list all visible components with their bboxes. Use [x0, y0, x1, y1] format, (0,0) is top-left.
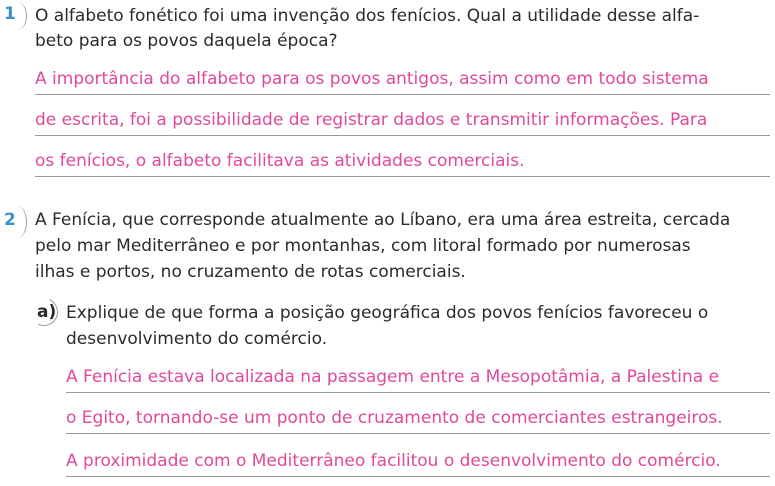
answer-2a-line-3: A proximidade com o Mediterrâneo facilitou o desenvolvimento do comércio.	[66, 451, 721, 471]
question-1-text-line-1: O alfabeto fonético foi uma invenção dos fenícios. Qual a utilidade desse alfa-	[35, 6, 700, 26]
subquestion-a-label: a)	[37, 302, 57, 322]
answer-line-rule	[35, 176, 770, 177]
answer-1-line-1: A importância do alfabeto para os povos antigos, assim como em todo sistema	[35, 69, 709, 89]
question-2-text-line-1: A Fenícia, que corresponde atualmente ao Líbano, era uma área estreita, cercada	[35, 210, 731, 230]
answer-line-rule	[66, 476, 770, 477]
answer-line-rule	[35, 94, 770, 95]
answer-1-line-2: de escrita, foi a possibilidade de registrar dados e transmitir informações. Para	[35, 110, 708, 130]
answer-line-rule	[66, 392, 770, 393]
answer-line-rule	[66, 433, 770, 434]
question-2-text-line-3: ilhas e portos, no cruzamento de rotas comerciais.	[35, 262, 466, 282]
answer-line-rule	[35, 135, 770, 136]
question-2-number: 2	[4, 210, 16, 230]
subquestion-a-text-line-1: Explique de que forma a posição geográfica dos povos fenícios favoreceu o	[66, 303, 709, 323]
question-1-number: 1	[4, 4, 16, 24]
question-2-bracket	[8, 206, 27, 238]
question-2-text-line-2: pelo mar Mediterrâneo e por montanhas, com litoral formado por numerosas	[35, 236, 691, 256]
question-1-bracket	[8, 2, 27, 30]
question-1-text-line-2: beto para os povos daquela época?	[35, 31, 338, 51]
answer-1-line-3: os fenícios, o alfabeto facilitava as atividades comerciais.	[35, 151, 525, 171]
answer-2a-line-2: o Egito, tornando-se um ponto de cruzamento de comerciantes estrangeiros.	[66, 408, 723, 428]
subquestion-a-text-line-2: desenvolvimento do comércio.	[66, 329, 328, 349]
answer-2a-line-1: A Fenícia estava localizada na passagem entre a Mesopotâmia, a Palestina e	[66, 367, 720, 387]
